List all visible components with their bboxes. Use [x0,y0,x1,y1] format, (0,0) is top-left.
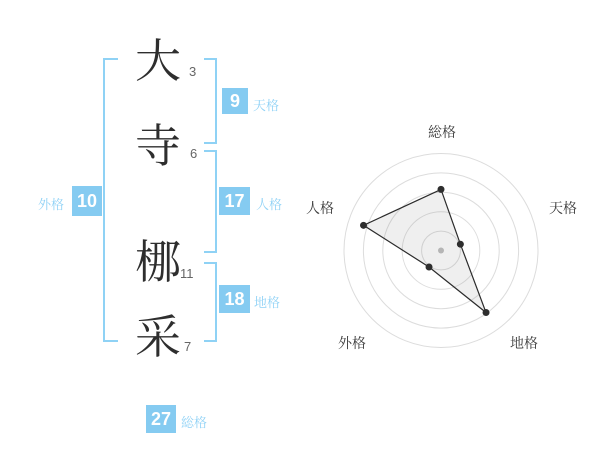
chikaku-label: 地格 [254,295,281,310]
radar-axis-label-jinkaku: 人格 [306,200,334,216]
tenkaku-bracket [204,58,217,144]
tenkaku-label: 天格 [253,98,280,113]
gaikaku-label: 外格 [38,197,65,212]
name-character-1: 大 [135,35,181,87]
stroke-count-2: 6 [190,146,198,161]
name-character-3: 梛 [135,236,181,288]
stroke-count-3: 11 [180,266,194,281]
stroke-count-4: 7 [184,339,192,354]
gaikaku-bracket [103,58,118,342]
gaikaku-value-badge: 10 [72,186,102,216]
radar-axis-label-tenkaku: 天格 [549,200,577,216]
soukaku-label: 総格 [181,415,208,430]
radar-axis-label-soukaku: 総格 [428,124,456,140]
radar-axis-label-chikaku: 地格 [510,335,538,351]
radar-axis-label-gaikaku: 外格 [338,335,366,351]
soukaku-value-badge: 27 [146,405,176,433]
jinkaku-value-badge: 17 [219,187,250,215]
tenkaku-value-badge: 9 [222,88,248,114]
name-character-2: 寺 [135,120,181,172]
name-character-4: 采 [135,311,181,363]
chikaku-value-badge: 18 [219,285,250,313]
jinkaku-label: 人格 [256,197,283,212]
jinkaku-bracket [204,150,217,253]
stroke-count-1: 3 [189,64,197,79]
chikaku-bracket [204,262,217,342]
